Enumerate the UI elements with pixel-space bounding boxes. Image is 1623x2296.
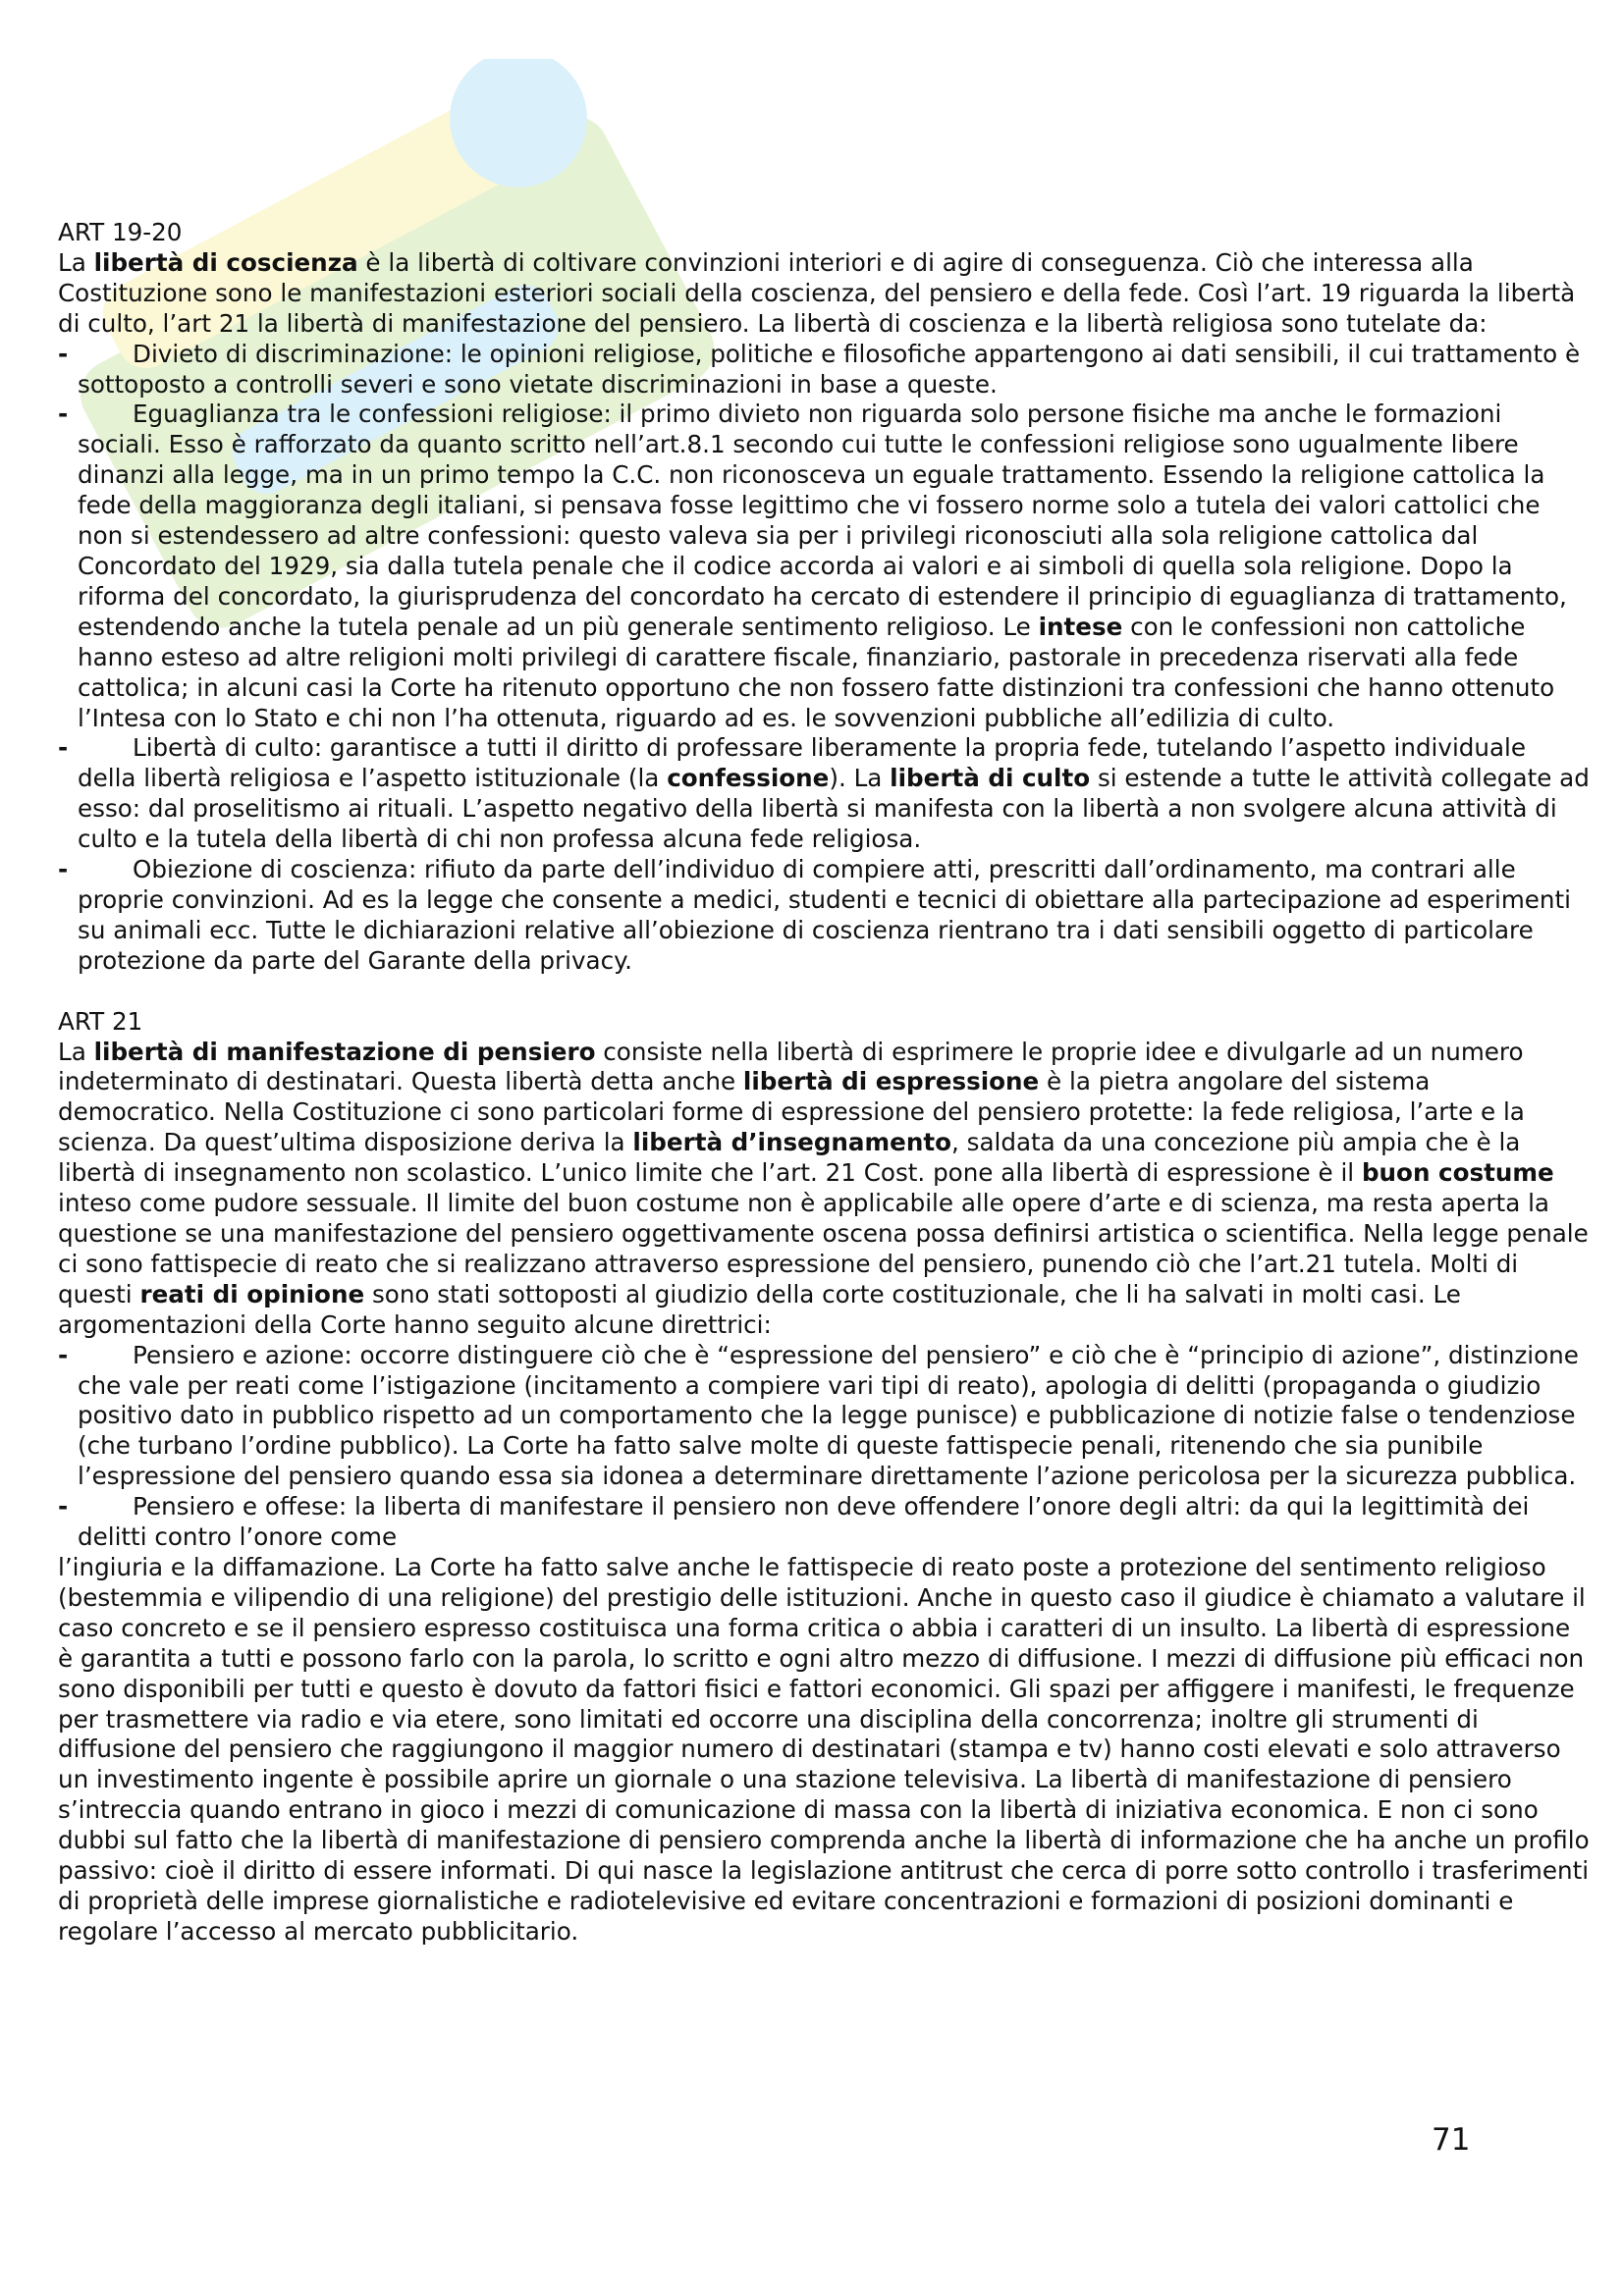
- list-item: [58, 733, 1590, 855]
- list-item: [58, 1492, 1590, 1553]
- document-body: [58, 218, 1590, 1948]
- list-item-text: Eguaglianza tra le confessioni religiose: il primo divieto non riguarda solo persone fisiche ma anche le formazioni sociali. Esso è rafforzato da quanto scritto nell’art.8.1 secondo cui tutte le confessioni religiose sono ugualmente libere dinanzi alla legge, ma in un primo tempo la C.C. non riconosceva un eguale trattamento. Essendo la religione cattolica la fede della maggioranza degli italiani, si pensava fosse legittimo che vi fossero norme solo a tutela dei valori cattolici che non si estendessero ad altre confessioni: questo valeva sia per i privilegi riconosciuti alla sola religione cattolica dal Concordato del 1929, sia dalla tutela penale che il codice accorda ai valori e ai simboli di quella sola religione. Dopo la riforma del concordato, la giurisprudenza del concordato ha cercato di estendere il principio di eguaglianza di trattamento, estendendo anche la tutela penale ad un più generale sentimento religioso. Le intese con le confessioni non cattoliche hanno esteso ad altre religioni molti privilegi di carattere fiscale, finanziario, pastorale in precedenza riservati alla fede cattolica; in alcuni casi la Corte ha ritenuto opportuno che non fossero fatte distinzioni tra confessioni che hanno ottenuto l’Intesa con lo Stato e chi non l’ha ottenuta, riguardo ad es. le sovvenzioni pubbliche all’edilizia di culto.: [78, 400, 1567, 732]
- section1-intro: La libertà di coscienza è la libertà di coltivare convinzioni interiori e di agire di conseguenza. Ciò che interessa alla Costituzione sono le manifestazioni esteriori sociali della coscienza, del pensiero e della fede. Così l’art. 19 riguarda la libertà di culto, l’art 21 la libertà di manifestazione del pensiero. La libertà di coscienza e la libertà religiosa sono tutelate da:: [58, 247, 1576, 338]
- bold-term: libertà d’insegnamento: [632, 1128, 951, 1157]
- section-gap: [58, 977, 1590, 1007]
- section1-list: [58, 340, 1590, 977]
- list-item-text: Divieto di discriminazione: le opinioni religiose, politiche e filosofiche appartengono ai dati sensibili, il cui trattamento è sottoposto a controlli severi e sono vietate discriminazioni in base a queste.: [78, 339, 1581, 399]
- list-item-text: Pensiero e azione: occorre distinguere ciò che è “espressione del pensiero” e ciò che è “principio di azione”, distinzione che vale per reati come l’istigazione (incitamento a compiere vari tipi di reato), apologia di delitti (propaganda o giudizio positivo dato in pubblico rispetto ad un comportamento che la legge punisce) e pubblicazione di notizie false o tendenziose (che turbano l’ordine pubblico). La Corte ha fatto salve molte di queste fattispecie penali, ritenendo che sia punibile l’espressione del pensiero quando essa sia idonea a determinare direttamente l’azione pericolosa per la sicurezza pubblica.: [78, 1340, 1579, 1491]
- list-dash: -: [58, 400, 69, 429]
- section2-list: [58, 1341, 1590, 1553]
- bold-term: libertà di manifestazione di pensiero: [93, 1037, 596, 1066]
- list-item-text: Pensiero e offese: la liberta di manifestare il pensiero non deve offendere l’onore degli altri: da qui la legittimità dei delitti contro l’onore come: [78, 1492, 1530, 1552]
- section2-intro: La libertà di manifestazione di pensiero consiste nella libertà di esprimere le proprie idee e divulgarle ad un numero indeterminato di destinatari. Questa libertà detta anche libertà di espressione è la pietra angolare del sistema democratico. Nella Costituzione ci sono particolari forme di espressione del pensiero protette: la fede religiosa, l’arte e la scienza. Da quest’ultima disposizione deriva la libertà d’insegnamento, saldata da una concezione più ampia che è la libertà di insegnamento non scolastico. L’unico limite che l’art. 21 Cost. pone alla libertà di espressione è il buon costume inteso come pudore sessuale. Il limite del buon costume non è applicabile alle opere d’arte e di scienza, ma resta aperta la questione se una manifestazione del pensiero oggettivamente oscena possa definirsi artistica o scientifica. Nella legge penale ci sono fattispecie di reato che si realizzano attraverso espressione del pensiero, punendo ciò che l’art.21 tutela. Molti di questi reati di opinione sono stati sottoposti al giudizio della corte costituzionale, che li ha salvati in molti casi. Le argomentazioni della Corte hanno seguito alcune direttrici:: [58, 1037, 1589, 1339]
- bold-term: buon costume: [1361, 1158, 1554, 1188]
- list-dash: -: [58, 1340, 69, 1369]
- document-page: [58, 218, 1590, 1948]
- bold-term: intese: [1038, 612, 1123, 641]
- list-item: [58, 855, 1590, 977]
- bold-term: libertà di coscienza: [93, 247, 358, 277]
- list-dash: -: [58, 339, 69, 368]
- bold-term: reati di opinione: [139, 1279, 365, 1308]
- watermark-circle: [425, 59, 611, 211]
- list-item-text: Libertà di culto: garantisce a tutti il diritto di professare liberamente la propria fede, tutelando l’aspetto individuale della libertà religiosa e l’aspetto istituzionale (la confessione). La libertà di culto si estende a tutte le attività collegate ad esso: dal proselitismo ai rituali. L’aspetto negativo della libertà si manifesta con la libertà a non svolgere alcuna attività di culto e la tutela della libertà di chi non professa alcuna fede religiosa.: [78, 733, 1590, 854]
- bold-term: confessione: [667, 764, 830, 793]
- section-heading-art-21: ART 21: [58, 1006, 143, 1036]
- list-item: [58, 400, 1590, 733]
- bold-term: libertà di culto: [890, 764, 1091, 793]
- page-number: 71: [1432, 2122, 1471, 2158]
- list-dash: -: [58, 733, 69, 763]
- list-dash: -: [58, 1492, 69, 1522]
- section2-continuation: l’ingiuria e la diffamazione. La Corte ha fatto salve anche le fattispecie di reato poste a protezione del sentimento religioso (bestemmia e vilipendio di una religione) del prestigio delle istituzioni. Anche in questo caso il giudice è chiamato a valutare il caso concreto e se il pensiero espresso costituisca una forma critica o abbia i caratteri di un insulto. La libertà di espressione è garantita a tutti e possono farlo con la parola, lo scritto e ogni altro mezzo di diffusione. I mezzi di diffusione più efficaci non sono disponibili per tutti e questo è dovuto da fattori fisici e fattori economici. Gli spazi per affiggere i manifesti, le frequenze per trasmettere via radio e via etere, sono limitati ed occorre una disciplina della concorrenza; inoltre gli strumenti di diffusione del pensiero che raggiungono il maggior numero di destinatari (stampa e tv) hanno costi elevati e solo attraverso un investimento ingente è possibile aprire un giornale o una stazione televisiva. La libertà di manifestazione di pensiero s’intreccia quando entrano in gioco i mezzi di comunicazione di massa con la libertà di iniziativa economica. E non ci sono dubbi sul fatto che la libertà di manifestazione di pensiero comprenda anche la libertà di informazione che ha anche un profilo passivo: cioè il diritto di essere informati. Di qui nasce la legislazione antitrust che cerca di porre sotto controllo i trasferimenti di proprietà delle imprese giornalistiche e radiotelevisive ed evitare concentrazioni e formazioni di posizioni dominanti e regolare l’accesso al mercato pubblicitario.: [58, 1552, 1590, 1946]
- list-item: [58, 340, 1590, 400]
- list-dash: -: [58, 855, 69, 884]
- bold-term: libertà di espressione: [742, 1067, 1040, 1096]
- section-heading-art-19-20: ART 19-20: [58, 218, 183, 246]
- list-item: [58, 1341, 1590, 1493]
- list-item-text: Obiezione di coscienza: rifiuto da parte dell’individuo di compiere atti, prescritti dall’ordinamento, ma contrari alle proprie convinzioni. Ad es la legge che consente a medici, studenti e tecnici di obiettare alla partecipazione ad esperimenti su animali ecc. Tutte le dichiarazioni relative all’obiezione di coscienza rientrano tra i dati sensibili oggetto di particolare protezione da parte del Garante della privacy.: [78, 855, 1571, 975]
